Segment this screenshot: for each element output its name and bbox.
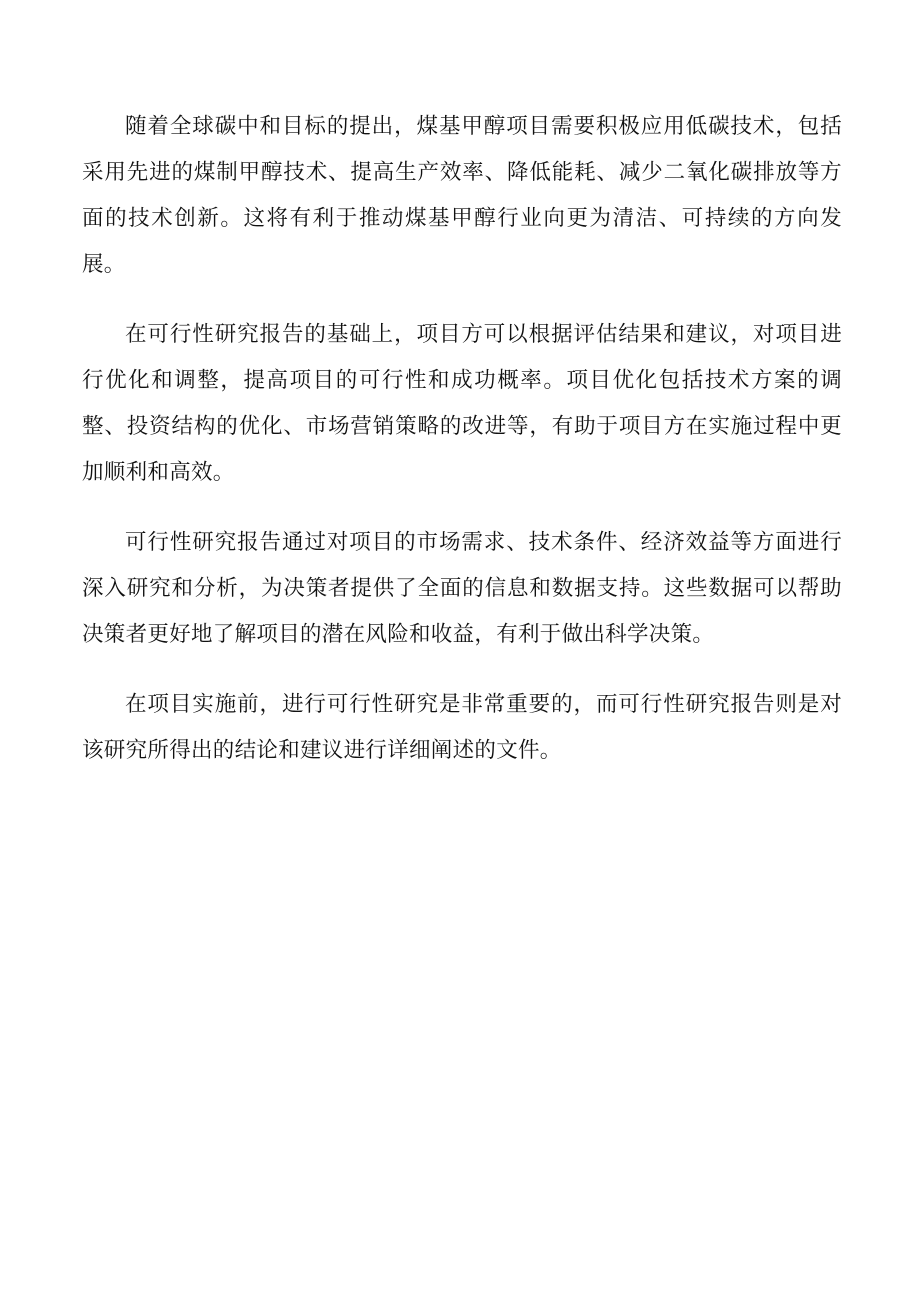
paragraph-optimization: 在可行性研究报告的基础上，项目方可以根据评估结果和建议，对项目进行优化和调整，提高项目的可行性和成功概率。项目优化包括技术方案的调整、投资结构的优化、市场营销策略的改进等，有助于项目方在实施过程中更加顺利和高效。 bbox=[82, 322, 842, 485]
paragraph-low-carbon: 随着全球碳中和目标的提出，煤基甲醇项目需要积极应用低碳技术，包括采用先进的煤制甲醇技术、提高生产效率、降低能耗、减少二氧化碳排放等方面的技术创新。这将有利于推动煤基甲醇行业向更为清洁、可持续的方向发展。 bbox=[82, 114, 842, 277]
document-body bbox=[82, 104, 842, 798]
paragraph-decision-support: 可行性研究报告通过对项目的市场需求、技术条件、经济效益等方面进行深入研究和分析，为决策者提供了全面的信息和数据支持。这些数据可以帮助决策者更好地了解项目的潜在风险和收益，有利于做出科学决策。 bbox=[82, 530, 842, 647]
paragraph-importance: 在项目实施前，进行可行性研究是非常重要的，而可行性研究报告则是对该研究所得出的结论和建议进行详细阐述的文件。 bbox=[82, 692, 842, 763]
